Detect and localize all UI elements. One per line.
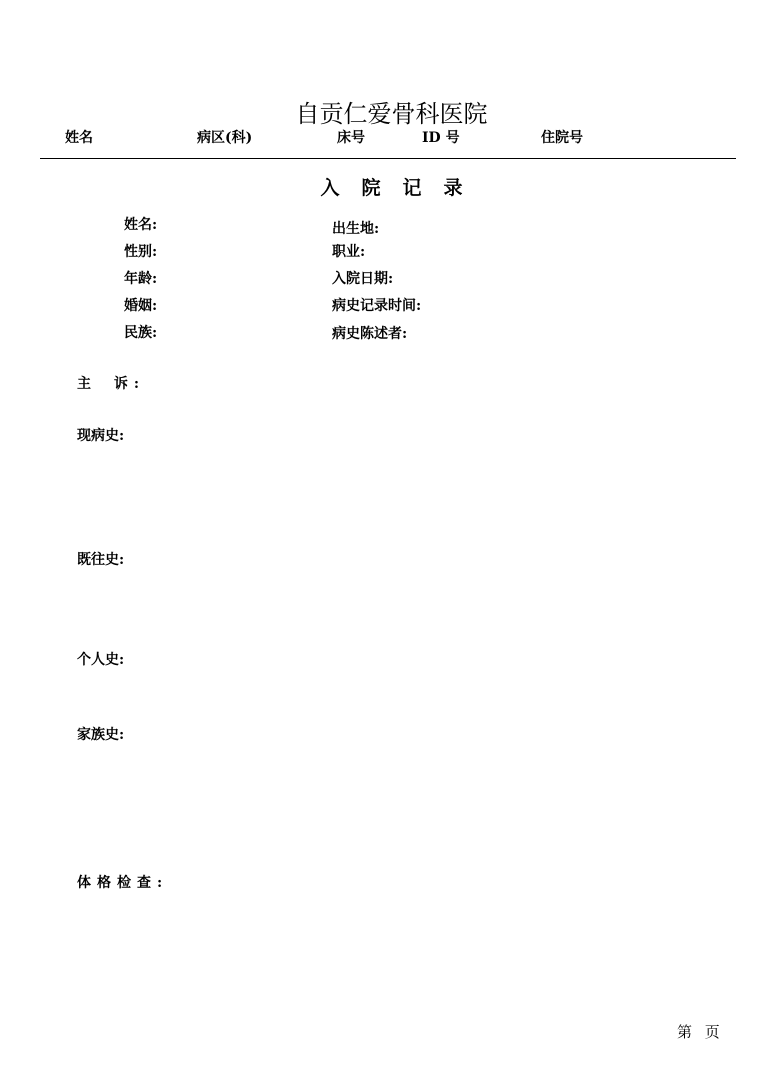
section-personal-history: 个人史: (77, 652, 125, 668)
hospital-name: 自贡仁爱骨科医院 (295, 100, 488, 128)
header-divider (40, 158, 736, 159)
section-family-history: 家族史: (77, 727, 125, 743)
info-birthplace-label: 出生地: (332, 221, 380, 237)
page-number: 第 页 (677, 1023, 720, 1041)
info-sex-label: 性别: (124, 244, 158, 260)
info-marriage-label: 婚姻: (124, 298, 158, 314)
header-ward-label: 病区(科) (197, 130, 253, 146)
section-present-illness: 现病史: (77, 428, 125, 444)
info-narrator-label: 病史陈述者: (332, 326, 408, 342)
info-record-time-label: 病史记录时间: (332, 298, 422, 314)
info-age-label: 年龄: (124, 271, 158, 287)
info-admission-date-label: 入院日期: (332, 271, 394, 287)
record-title: 入院记录 (320, 177, 485, 199)
section-past-history: 既往史: (77, 552, 125, 568)
section-chief-complaint: 主 诉: (77, 376, 146, 392)
header-admission-no-label: 住院号 (541, 130, 583, 146)
section-physical-exam: 体格检查: (77, 875, 169, 891)
info-ethnicity-label: 民族: (124, 325, 158, 341)
info-name-label: 姓名: (124, 217, 158, 233)
header-id-label: ID 号 (422, 130, 460, 146)
info-occupation-label: 职业: (332, 244, 366, 260)
header-name-label: 姓名 (65, 130, 93, 146)
header-bed-label: 床号 (337, 130, 365, 146)
